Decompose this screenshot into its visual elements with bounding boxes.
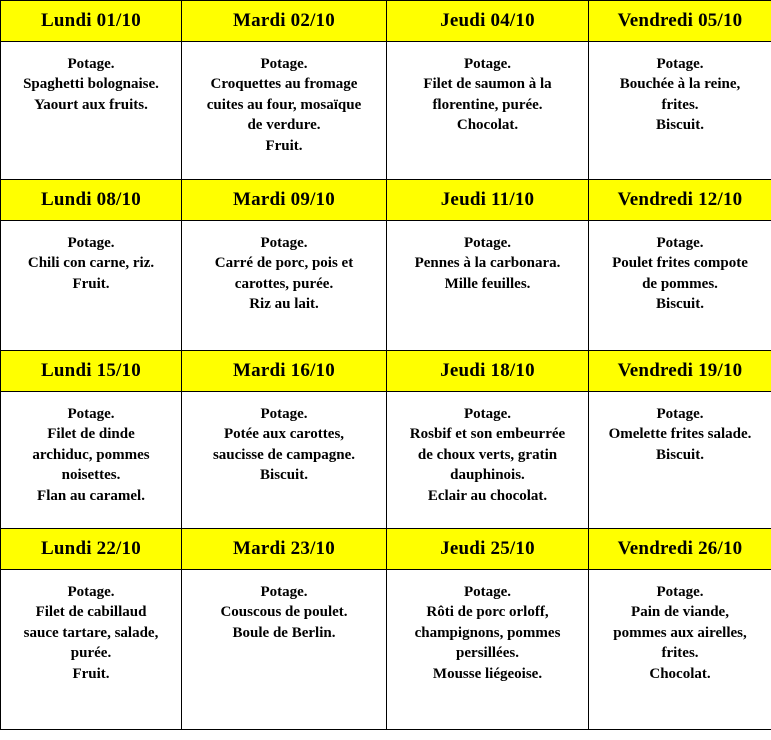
day-menu-thursday	[387, 221, 589, 351]
menu-line: Biscuit.	[656, 117, 704, 134]
menu-line: Potage.	[67, 406, 115, 422]
day-header-friday: Vendredi 19/10	[589, 351, 771, 392]
day-menu-tuesday	[182, 221, 387, 351]
day-header-monday: Lundi 15/10	[1, 351, 182, 392]
menu-line: Potage.	[656, 56, 704, 72]
menu-line: Potage.	[260, 406, 308, 422]
menu-line: Croquettes au fromage	[210, 76, 358, 93]
menu-line: Potage.	[67, 56, 115, 72]
day-header-friday: Vendredi 05/10	[589, 1, 771, 42]
menu-line: Filet de saumon à la	[423, 76, 552, 93]
menu-line: Fruit.	[72, 665, 110, 682]
menu-line: Omelette frites salade.	[608, 426, 752, 443]
menu-line: Rôti de porc orloff,	[426, 604, 549, 621]
menu-line: Fruit.	[265, 137, 303, 154]
menu-line: Potage.	[260, 235, 308, 251]
menu-line: Potage.	[260, 56, 308, 72]
menu-line: Potage.	[656, 584, 704, 600]
menu-line: Poulet frites compote	[612, 255, 748, 272]
menu-line: cuites au four, mosaïque	[206, 96, 362, 113]
menu-line: Chocolat.	[649, 665, 711, 682]
week-header-row	[1, 351, 771, 392]
menu-line: Fruit.	[72, 275, 110, 292]
day-header-tuesday: Mardi 16/10	[182, 351, 387, 392]
menu-line: carottes, purée.	[234, 275, 334, 292]
day-menu-monday	[1, 221, 182, 351]
menu-line: Potage.	[463, 56, 512, 72]
day-menu-tuesday	[182, 570, 387, 730]
day-menu-thursday	[387, 570, 589, 730]
menu-line: Eclair au chocolat.	[427, 487, 548, 504]
week-header-row	[1, 529, 771, 570]
menu-line: Flan au caramel.	[37, 487, 145, 504]
menu-line: Potage.	[67, 584, 115, 600]
week-header-row	[1, 1, 771, 42]
day-menu-tuesday	[182, 42, 387, 180]
day-header-monday: Lundi 01/10	[1, 1, 182, 42]
menu-line: Filet de cabillaud	[35, 604, 147, 621]
day-header-thursday: Jeudi 25/10	[387, 529, 589, 570]
day-menu-friday	[589, 570, 771, 730]
menu-line: Chili con carne, riz.	[27, 255, 155, 272]
day-header-monday: Lundi 22/10	[1, 529, 182, 570]
day-menu-monday	[1, 42, 182, 180]
menu-line: de pommes.	[642, 275, 718, 292]
day-menu-thursday	[387, 42, 589, 180]
day-menu-friday	[589, 42, 771, 180]
day-menu-tuesday	[182, 392, 387, 529]
day-header-tuesday: Mardi 02/10	[182, 1, 387, 42]
week-menu-row	[1, 221, 771, 351]
day-menu-monday	[1, 570, 182, 730]
menu-line: Chocolat.	[456, 117, 519, 134]
menu-line: Potage.	[656, 406, 704, 422]
day-menu-friday	[589, 392, 771, 529]
day-header-friday: Vendredi 12/10	[589, 180, 771, 221]
menu-line: Yaourt aux fruits.	[34, 96, 148, 113]
menu-line: frites.	[661, 96, 699, 113]
menu-line: Boule de Berlin.	[232, 624, 336, 641]
day-header-thursday: Jeudi 04/10	[387, 1, 589, 42]
menu-line: Biscuit.	[260, 467, 308, 484]
day-menu-monday	[1, 392, 182, 529]
menu-line: Pain de viande,	[631, 604, 729, 621]
menu-line: dauphinois.	[450, 467, 525, 484]
menu-line: Potage.	[463, 406, 512, 422]
menu-line: Potage.	[656, 235, 704, 251]
menu-line: frites.	[661, 645, 699, 662]
menu-line: noisettes.	[61, 467, 121, 484]
menu-line: Biscuit.	[656, 446, 704, 463]
menu-line: de verdure.	[247, 117, 321, 134]
day-header-monday: Lundi 08/10	[1, 180, 182, 221]
week-header-row	[1, 180, 771, 221]
menu-line: Carré de porc, pois et	[214, 255, 354, 272]
menu-line: Filet de dinde	[47, 426, 135, 443]
menu-line: Spaghetti bolognaise.	[23, 76, 159, 93]
menu-line: Bouchée à la reine,	[619, 76, 741, 93]
menu-line: archiduc, pommes	[32, 446, 150, 463]
day-menu-friday	[589, 221, 771, 351]
menu-line: Potage.	[463, 584, 512, 600]
menu-line: Potage.	[463, 235, 512, 251]
menu-line: sauce tartare, salade,	[23, 624, 159, 641]
menu-line: Pennes à la carbonara.	[414, 255, 561, 272]
menu-line: de choux verts, gratin	[417, 446, 558, 463]
day-header-tuesday: Mardi 09/10	[182, 180, 387, 221]
menu-line: pommes aux airelles,	[613, 624, 747, 641]
day-header-friday: Vendredi 26/10	[589, 529, 771, 570]
week-menu-row	[1, 570, 771, 730]
menu-line: Mousse liégeoise.	[432, 665, 543, 682]
day-header-thursday: Jeudi 18/10	[387, 351, 589, 392]
menu-line: Potée aux carottes,	[223, 426, 345, 443]
menu-line: florentine, purée.	[432, 96, 543, 113]
menu-line: Mille feuilles.	[444, 275, 531, 292]
menu-line: Rosbif et son embeurrée	[409, 426, 566, 443]
week-menu-row	[1, 42, 771, 180]
menu-line: saucisse de campagne.	[212, 446, 356, 463]
day-header-tuesday: Mardi 23/10	[182, 529, 387, 570]
menu-line: Potage.	[260, 584, 308, 600]
menu-line: Biscuit.	[656, 296, 704, 313]
menu-table-body	[1, 1, 771, 730]
menu-line: Couscous de poulet.	[220, 604, 348, 621]
day-header-thursday: Jeudi 11/10	[387, 180, 589, 221]
menu-line: persillées.	[456, 645, 519, 662]
menu-line: Riz au lait.	[249, 296, 319, 313]
menu-line: Potage.	[67, 235, 115, 251]
week-menu-row	[1, 392, 771, 529]
menu-line: purée.	[70, 645, 112, 662]
menu-line: champignons, pommes	[414, 624, 561, 641]
day-menu-thursday	[387, 392, 589, 529]
